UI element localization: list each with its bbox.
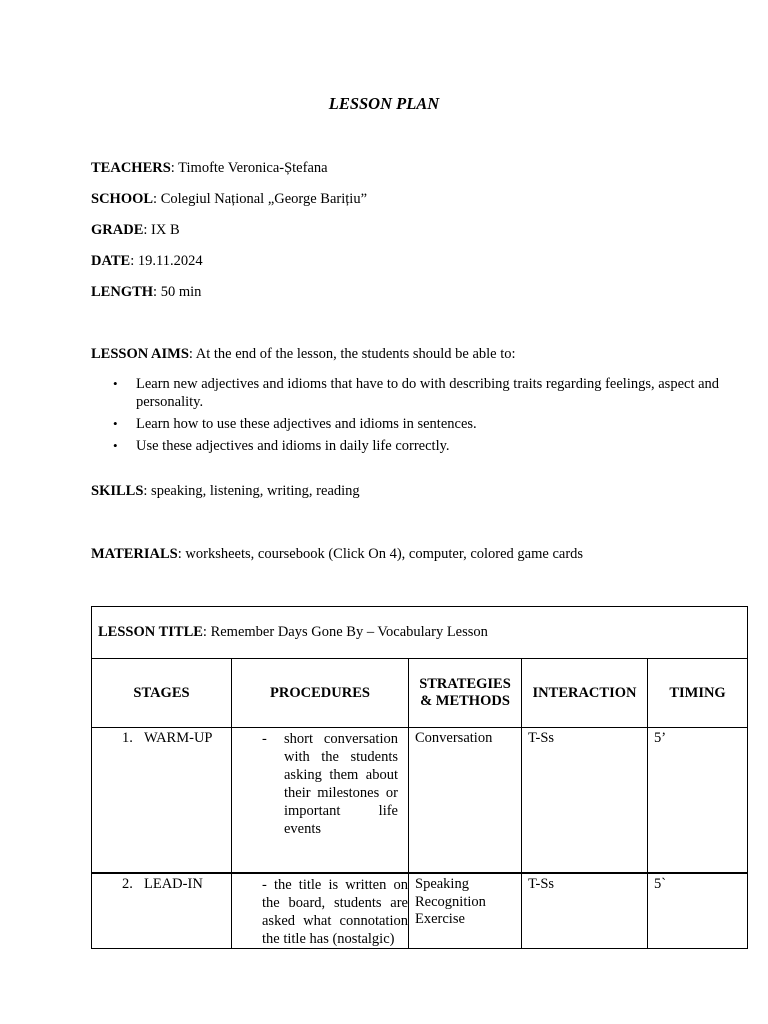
stage-name: LEAD-IN xyxy=(144,876,203,892)
strategy-item: Exercise xyxy=(415,911,465,927)
strategies-cell: Conversation xyxy=(409,728,522,874)
materials-value: : worksheets, coursebook (Click On 4), computer, colored game cards xyxy=(177,546,584,562)
lesson-aims-label: LESSON AIMS xyxy=(91,346,189,362)
school-label: SCHOOL xyxy=(91,191,154,207)
stage-name: WARM-UP xyxy=(144,730,213,746)
timing-cell: 5` xyxy=(648,873,748,949)
table-row xyxy=(92,873,748,949)
skills-label: SKILLS xyxy=(91,483,144,499)
lesson-aims-field xyxy=(91,345,516,363)
page-title: LESSON PLAN xyxy=(328,94,440,113)
stage-cell xyxy=(92,873,232,949)
teachers-label: TEACHERS xyxy=(91,160,171,176)
header-procedures: PROCEDURES xyxy=(232,659,409,728)
header-interaction: INTERACTION xyxy=(522,659,648,728)
teachers-value: : Timofte Veronica-Ștefana xyxy=(170,160,328,176)
date-field xyxy=(91,252,203,270)
bullet-icon: • xyxy=(113,416,118,431)
lesson-title-value: : Remember Days Gone By – Vocabulary Lesson xyxy=(202,624,488,640)
bullet-icon: • xyxy=(113,376,118,391)
lesson-title-cell xyxy=(92,607,748,659)
date-value: : 19.11.2024 xyxy=(130,253,203,269)
grade-label: GRADE xyxy=(91,222,144,238)
lesson-title-label: LESSON TITLE xyxy=(98,624,203,640)
interaction-cell: T-Ss xyxy=(522,873,648,949)
bullet-icon: • xyxy=(113,438,118,453)
header-timing: TIMING xyxy=(648,659,748,728)
grade-value: : IX B xyxy=(143,222,180,238)
length-value: : 50 min xyxy=(153,284,202,300)
header-strategies xyxy=(409,659,522,728)
lesson-plan-table xyxy=(91,606,748,949)
procedure-cell xyxy=(232,728,409,874)
skills-field xyxy=(91,482,360,500)
skills-value: : speaking, listening, writing, reading xyxy=(143,483,360,499)
materials-field xyxy=(91,545,583,563)
lesson-aims-intro: : At the end of the lesson, the students should be able to: xyxy=(188,346,516,362)
header-strategies-line2: & METHODS xyxy=(420,693,510,709)
list-item xyxy=(91,375,751,411)
dash-marker: - xyxy=(262,731,267,747)
stage-cell xyxy=(92,728,232,874)
school-field xyxy=(91,190,367,208)
date-label: DATE xyxy=(91,253,131,269)
teachers-field xyxy=(91,159,328,177)
school-value: : Colegiul Național „George Barițiu” xyxy=(153,191,367,207)
materials-label: MATERIALS xyxy=(91,546,178,562)
list-item-text: Learn how to use these adjectives and idioms in sentences. xyxy=(136,416,477,432)
list-item xyxy=(91,437,751,455)
header-strategies-line1: STRATEGIES xyxy=(419,676,511,692)
stage-number: 2. xyxy=(122,876,133,892)
grade-field xyxy=(91,221,180,239)
strategy-item: Recognition xyxy=(415,893,486,910)
stage-number: 1. xyxy=(122,730,133,746)
length-field xyxy=(91,283,201,301)
list-item xyxy=(91,415,751,433)
procedure-cell: - the title is written on the board, students are asked what connotation the title has (nostalgic) xyxy=(232,873,409,949)
list-item-text: Use these adjectives and idioms in daily life correctly. xyxy=(136,438,450,454)
strategy-item: Speaking xyxy=(415,876,469,892)
strategies-cell xyxy=(409,873,522,949)
length-label: LENGTH xyxy=(91,284,154,300)
timing-cell: 5’ xyxy=(648,728,748,874)
lesson-aims-list xyxy=(91,375,751,459)
list-item-text: Learn new adjectives and idioms that have to do with describing traits regarding feelings, aspect and personality. xyxy=(136,376,720,410)
table-row xyxy=(92,728,748,874)
procedure-text: short conversation with the students asking them about their milestones or important life events xyxy=(284,731,398,837)
table-header-row xyxy=(92,659,748,728)
interaction-cell: T-Ss xyxy=(522,728,648,874)
header-stages: STAGES xyxy=(92,659,232,728)
